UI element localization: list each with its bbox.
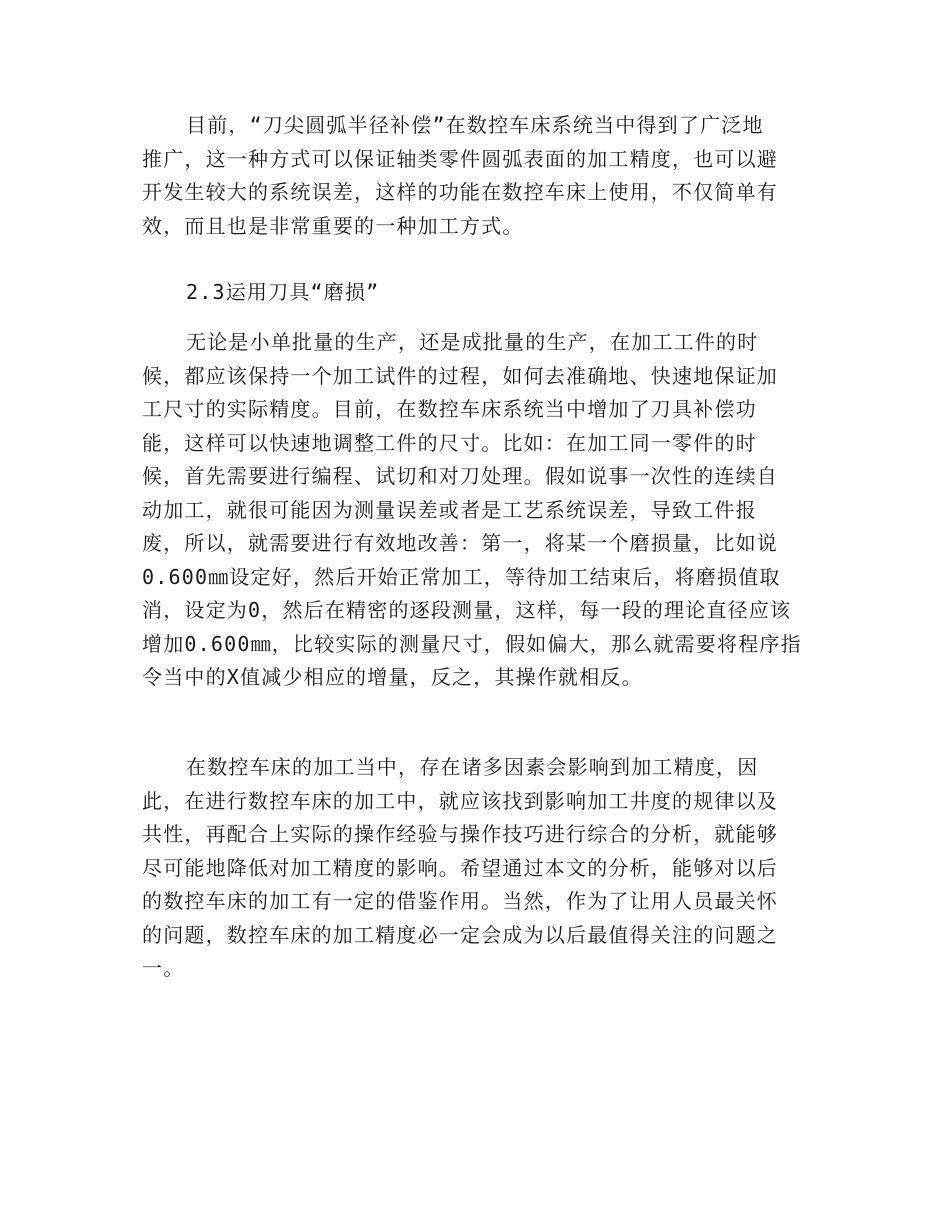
paragraph-line: 工尺寸的实际精度。目前，在数控车床系统当中增加了刀具补偿功 [142,397,757,421]
paragraph-line: 0.600㎜设定好，然后开始正常加工，等待加工结束后，将磨损值取 [142,564,781,589]
paragraph-line: 动加工，就很可能因为测量误差或者是工艺系统误差，导致工件报 [142,497,757,522]
paragraph-line: 无论是小单批量的生产，还是成批量的生产，在加工工件的时 [186,330,759,354]
paragraph-line: 此，在进行数控车床的加工中，就应该找到影响加工井度的规律以及 [142,788,778,813]
paragraph-line: 的问题，数控车床的加工精度必一定会成为以后最值得关注的问题之 [142,922,778,947]
paragraph-line: 尽可能地降低对加工精度的影响。希望通过本文的分析，能够对以后 [142,855,778,880]
paragraph-line: 消，设定为0，然后在精密的逐段测量，这样，每一段的理论直径应该 [142,598,792,622]
paragraph-line: 开发生较大的系统误差，这样的功能在数控车床上使用，不仅简单有 [142,180,778,204]
paragraph-line: 效，而且也是非常重要的一种加工方式。 [142,213,524,238]
paragraph-line: 共性，再配合上实际的操作经验与操作技巧进行综合的分析，就能够 [142,822,778,846]
paragraph-line: 候，首先需要进行编程、试切和对刀处理。假如说事一次性的连续自 [142,464,778,488]
paragraph-tool-wear [142,326,822,695]
paragraph-line: 推广，这一种方式可以保证轴类零件圆弧表面的加工精度，也可以避 [142,146,778,171]
paragraph-line: 的数控车床的加工有一定的借鉴作用。当然，作为了让用人员最关怀 [142,889,778,913]
paragraph-line: 目前，“刀尖圆弧半径补偿”在数控车床系统当中得到了广泛地 [186,113,764,137]
paragraph-line: 增加0.600㎜，比较实际的测量尺寸，假如偏大，那么就需要将程序指 [142,631,802,656]
section-heading-text: 2.3运用刀具“磨损” [186,280,380,304]
paragraph-line: 废，所以，就需要进行有效地改善：第一，将某一个磨损量，比如说 [142,531,778,555]
paragraph-line: 一。 [142,956,185,980]
paragraph-line: 在数控车床的加工当中，存在诸多因素会影响到加工精度，因 [186,755,759,779]
paragraph-line: 令当中的X值减少相应的增量，反之，其操作就相反。 [142,665,643,689]
paragraph-line: 候，都应该保持一个加工试件的过程，如何去准确地、快速地保证加 [142,363,778,388]
paragraph-line: 能，这样可以快速地调整工件的尺寸。比如：在加工同一零件的时 [142,430,757,455]
section-heading-2-3 [142,276,822,310]
paragraph-conclusion [142,751,822,986]
paragraph-tool-nose-compensation [142,109,822,243]
